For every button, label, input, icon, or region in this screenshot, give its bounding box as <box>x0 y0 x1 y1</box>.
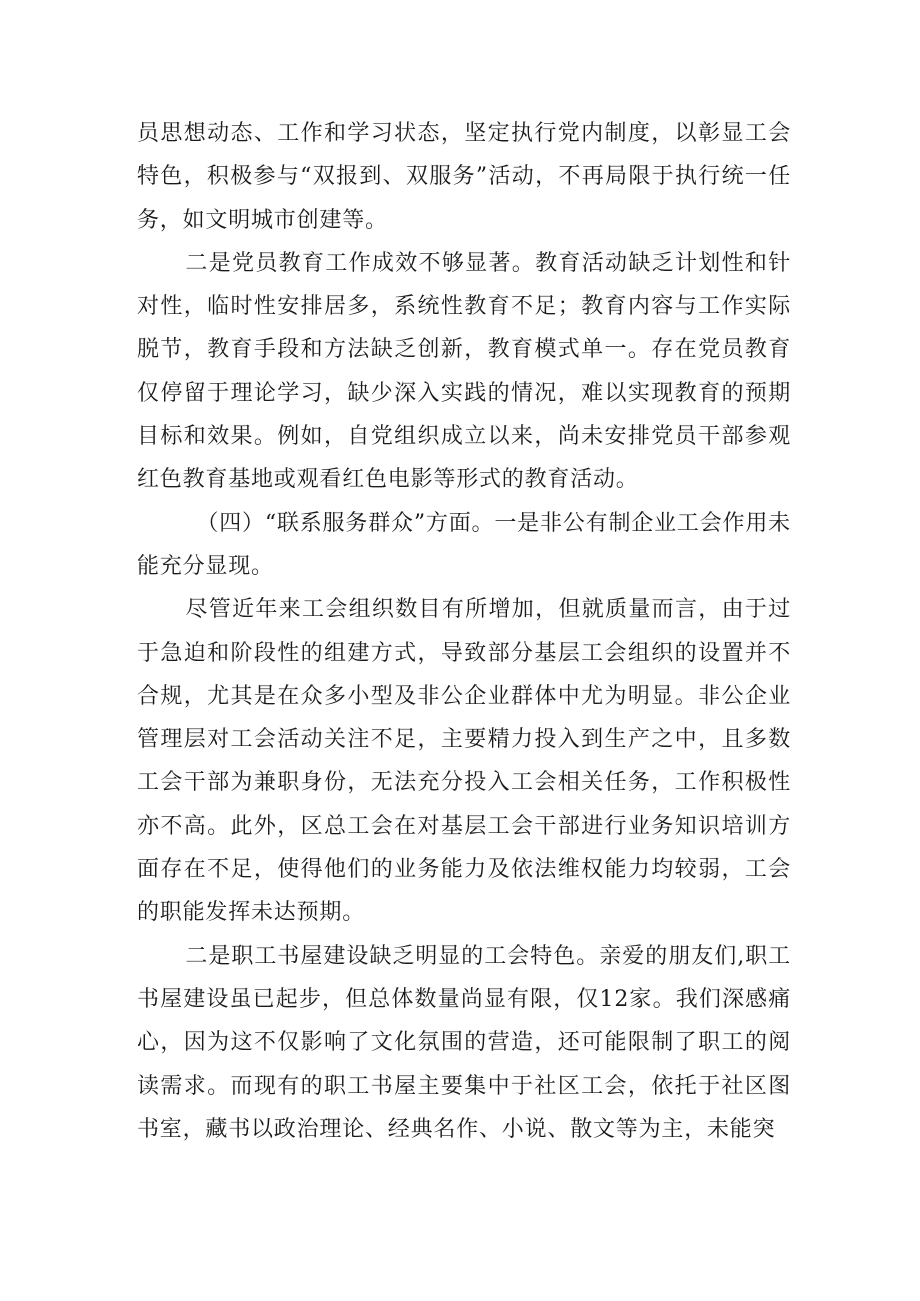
paragraph-section-four-heading: （四）“联系服务群众”方面。一是非公有制企业工会作用未能充分显现。 <box>137 510 791 579</box>
paragraph-union-quality: 尽管近年来工会组织数目有所增加，但就质量而言，由于过于急迫和阶段性的组建方式，导致部分基层工会组织的设置并不合规，尤其是在众多小型及非公企业群体中尤为明显。非公企业管理层对工会活动关注不足，主要精力投入到生产之中，且多数工会干部为兼职身份，无法充分投入工会相关任务，工作积极性亦不高。此外，区总工会在对基层工会干部进行业务知识培训方面存在不足，使得他们的业务能力及依法维权能力均较弱，工会的职能发挥未达预期。 <box>137 597 791 926</box>
document-body <box>137 112 791 1151</box>
paragraph-party-education: 二是党员教育工作成效不够显著。教育活动缺乏计划性和针对性，临时性安排居多，系统性教育不足；教育内容与工作实际脱节，教育手段和方法缺乏创新，教育模式单一。存在党员教育仅停留于理论学习，缺少深入实践的情况，难以实现教育的预期目标和效果。例如，自党组织成立以来，尚未安排党员干部参观红色教育基地或观看红色电影等形式的教育活动。 <box>137 250 791 493</box>
paragraph-staff-library: 二是职工书屋建设缺乏明显的工会特色。亲爱的朋友们,职工书屋建设虽已起步，但总体数量尚显有限，仅12家。我们深感痛心，因为这不仅影响了文化氛围的营造，还可能限制了职工的阅读需求。而现有的职工书屋主要集中于社区工会，依托于社区图书室，藏书以政治理论、经典名作、小说、散文等为主，未能突 <box>137 943 791 1142</box>
paragraph-continuation: 员思想动态、工作和学习状态，坚定执行党内制度，以彰显工会特色，积极参与“双报到、双服务”活动，不再局限于执行统一任务，如文明城市创建等。 <box>137 121 791 233</box>
